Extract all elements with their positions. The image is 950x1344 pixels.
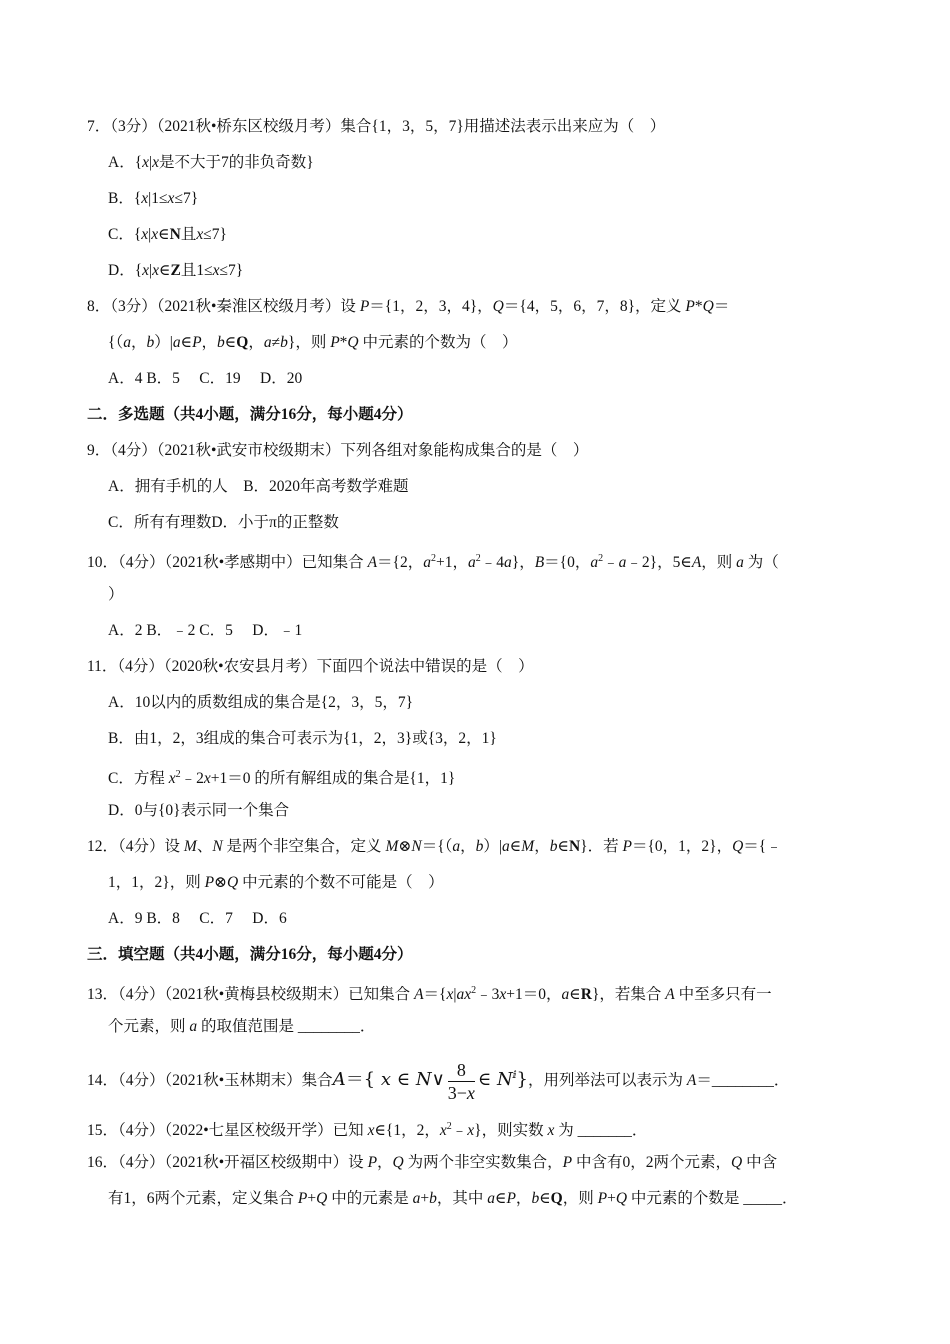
question-11-option-d: D．0与{0}表示同一个集合 [108,802,290,819]
question-13-stem-line1: 13．（4分）（2021秋•黄梅县校级期末）已知集合 $A=\{x|ax^2﹣3x+1=0$，a∈R}，若集合 A 中至多只有一 [87,985,772,1004]
question-10-stem-line2: ） [108,586,124,603]
question-14-prefix: 14．（4分）（2021秋•玉林期末）集合 [87,1072,333,1089]
question-9-options-cd: C．所有有理数D．小于π的正整数 [108,514,339,531]
question-14-set-close: ∈ $N^ⅈ$} [477,1069,528,1090]
question-12-options: A．9 B．8 C．7 D．6 [108,910,287,927]
section-3-heading: 三．填空题（共4小题，满分16分，每小题4分） [87,946,413,963]
question-10-options: A．2 B．﹣2 C．5 D．﹣1 [108,622,303,639]
question-10-stem-line1: 10．（4分）（2021秋•孝感期中）已知集合 A＝{2，$a^2+1$，$a^2﹣4a$}，B＝{0，$a^2﹣a﹣2$}，5∈A，则 a 为（ [87,553,779,572]
question-14-suffix: ，用列举法可以表示为 A＝________． [527,1072,790,1089]
question-7-stem: 7．（3分）（2021秋•桥东区校级月考）集合{1，3，5，7}用描述法表示出来应为（ ） [87,118,666,135]
question-7-option-d: D．{x|x∈Z且1≤x≤7} [108,262,244,279]
question-16-stem-line1: 16．（4分）（2021秋•开福区校级期中）设 P，Q 为两个非空实数集合，P 中含有0，2两个元素，Q 中含 [87,1154,778,1171]
question-11-option-c: C．方程 $x^2﹣2x+1=0$ 的所有解组成的集合是{1，1} [108,769,456,788]
question-8-stem-line2: {（a，b）|a∈P，b∈Q，a≠b}，则 P*Q 中元素的个数为（ ） [108,334,518,351]
question-11-stem: 11．（4分）（2020秋•农安县月考）下面四个说法中错误的是（ ） [87,658,534,675]
question-12-stem-line2: 1，1，2}，则 P⊗Q 中元素的个数不可能是（ ） [108,874,444,891]
question-12-stem-line1: 12．（4分）设 M、N 是两个非空集合，定义 M⊗N＝{（a，b）|a∈M，b∈N}．若 P＝{0，1，2}，Q＝{﹣ [87,838,782,855]
question-15-stem: 15．（4分）（2022•七星区校级开学）已知 x∈{1，2，$x^2﹣x$}，则实数 x 为 _______． [87,1121,648,1140]
question-16-stem-line2: 有1，6两个元素，定义集合 P+Q 中的元素是 a+b，其中 a∈P，b∈Q，则 P+Q 中元素的个数是 _____． [108,1190,798,1207]
question-14-fraction-numerator: 8 [448,1059,475,1082]
question-8-options: A．4 B．5 C．19 D．20 [108,370,303,387]
question-14-set-open: A＝{ x ∈ N∨ [332,1069,445,1090]
question-8-stem-line1: 8．（3分）（2021秋•秦淮区校级月考）设 P＝{1，2，3，4}，Q＝{4，5，6，7，8}，定义 P*Q＝ [87,298,730,315]
section-2-heading: 二．多选题（共4小题，满分16分，每小题4分） [87,406,413,423]
question-11-option-a: A．10以内的质数组成的集合是{2，3，5，7} [108,694,414,711]
question-14-stem [0,1052,950,1105]
question-11-option-b: B．由1，2，3组成的集合可表示为{1，2，3}或{3，2，1} [108,730,497,747]
question-14-fraction [448,1059,475,1104]
question-9-options-ab: A．拥有手机的人 B．2020年高考数学难题 [108,478,409,495]
question-14-fraction-denominator: 3−x [447,1082,475,1103]
question-7-option-a: A．{x|x是不大于7的非负奇数} [108,154,314,171]
question-9-stem: 9．（4分）（2021秋•武安市校级期末）下列各组对象能构成集合的是（ ） [87,442,589,459]
question-7-option-c: C．{x|x∈N且x≤7} [108,226,227,243]
question-7-option-b: B．{x|1≤x≤7} [108,190,199,207]
question-13-stem-line2: 个元素，则 a 的取值范围是 ________． [108,1018,376,1035]
